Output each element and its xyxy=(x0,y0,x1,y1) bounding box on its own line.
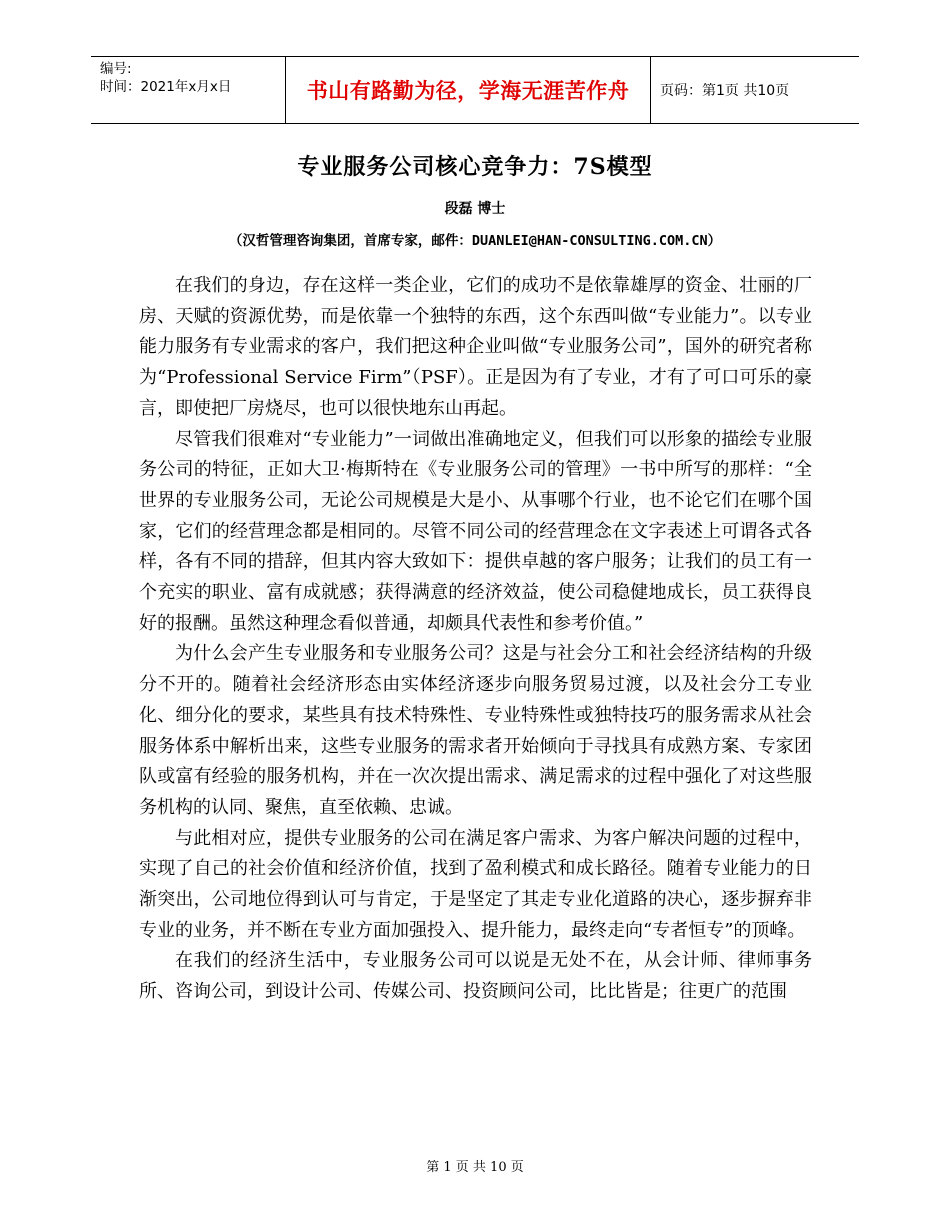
paragraph: 在我们的身边，存在这样一类企业，它们的成功不是依靠雄厚的资金、壮丽的厂房、天赋的资源优势，而是依靠一个独特的东西，这个东西叫做“专业能力”。以专业能力服务有专业需求的客户，我们把这种企业叫做“专业服务公司”，国外的研究者称为“Professional Service Firm”（PSF）。正是因为有了专业，才有了可口可乐的豪言，即使把厂房烧尽，也可以很快地东山再起。 xyxy=(139,275,812,419)
paragraph: 与此相对应，提供专业服务的公司在满足客户需求、为客户解决问题的过程中，实现了自己的社会价值和经济价值，找到了盈利模式和成长路径。随着专业能力的日渐突出，公司地位得到认可与肯定，于是坚定了其走专业化道路的决心，逐步摒弃非专业的业务，并不断在专业方面加强投入、提升能力，最终走向“专者恒专”的顶峰。 xyxy=(139,827,812,941)
page-footer: 第 1 页 共 10 页 xyxy=(426,1160,524,1175)
header-meta xyxy=(91,57,285,123)
header-page-info: 页码：第1页 共10页 xyxy=(660,83,790,99)
time-label: 时间：2021年x月x日 xyxy=(100,79,232,95)
document-affiliation: （汉哲管理咨询集团，首席专家，邮件：DUANLEI@HAN-CONSULTING.COM.CN） xyxy=(228,233,722,249)
paragraph: 尽管我们很难对“专业能力”一词做出准确地定义，但我们可以形象的描绘专业服务公司的特征，正如大卫·梅斯特在《专业服务公司的管理》一书中所写的那样：“全世界的专业服务公司，无论公司规模是大是小、从事哪个行业，也不论它们在哪个国家，它们的经营理念都是相同的。尽管不同公司的经营理念在文字表述上可谓各式各样，各有不同的措辞，但其内容大致如下：提供卓越的客户服务；让我们的员工有一个充实的职业、富有成就感；获得满意的经济效益，使公司稳健地成长，员工获得良好的报酬。虽然这种理念看似普通，却颇具代表性和参考价值。” xyxy=(139,428,812,634)
document-author: 段磊 博士 xyxy=(444,201,506,217)
document-title: 专业服务公司核心竞争力：7S模型 xyxy=(297,154,653,180)
page-header xyxy=(91,56,859,124)
header-motto: 书山有路勤为径，学海无涯苦作舟 xyxy=(285,57,651,123)
paragraph: 在我们的经济生活中，专业服务公司可以说是无处不在，从会计师、律师事务所、咨询公司，到设计公司、传媒公司、投资顾问公司，比比皆是；往更广的范围 xyxy=(139,950,812,1003)
number-label: 编号: xyxy=(100,61,132,77)
document-body xyxy=(139,271,812,1008)
paragraph: 为什么会产生专业服务和专业服务公司？这是与社会分工和社会经济结构的升级分不开的。随着社会经济形态由实体经济逐步向服务贸易过渡，以及社会分工专业化、细分化的要求，某些具有技术特殊性、专业特殊性或独特技巧的服务需求从社会服务体系中解析出来，这些专业服务的需求者开始倾向于寻找具有成熟方案、专家团队或富有经验的服务机构，并在一次次提出需求、满足需求的过程中强化了对这些服务机构的认同、聚焦，直至依赖、忠诚。 xyxy=(139,643,812,818)
